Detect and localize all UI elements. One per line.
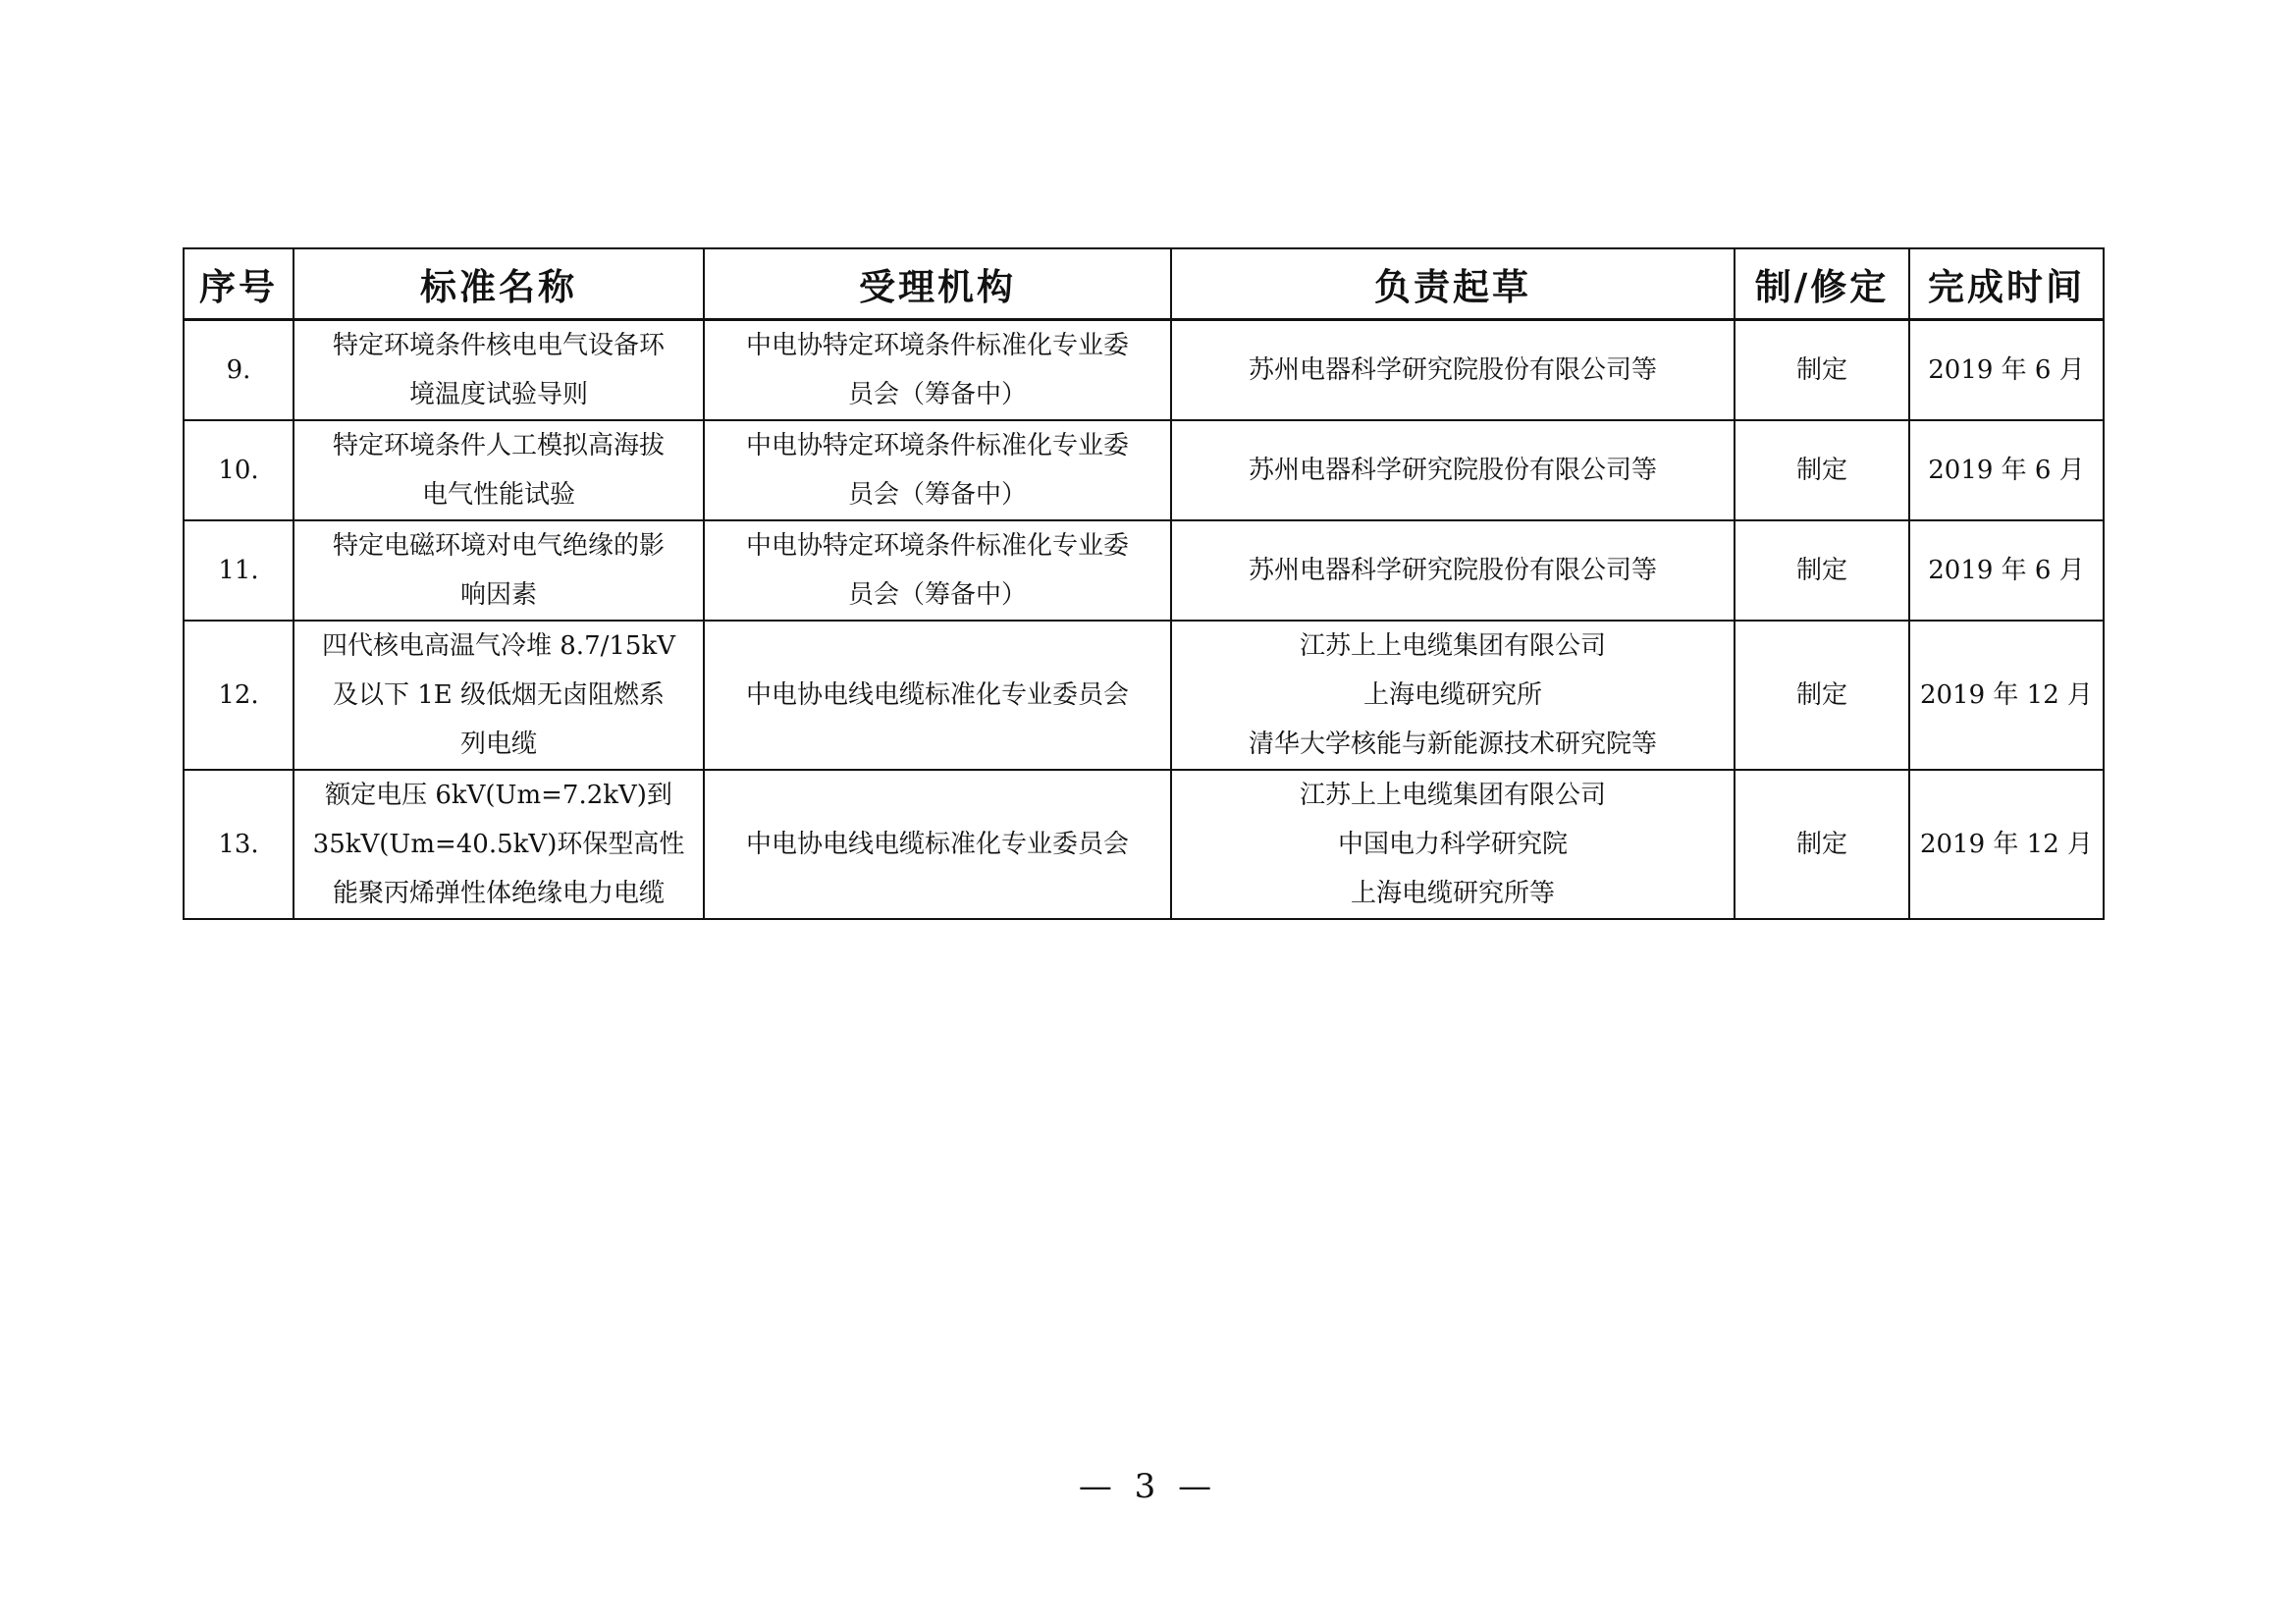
drafter-cell (1171, 320, 1735, 421)
organization-line: 中电协特定环境条件标准化专业委 (745, 331, 1129, 360)
header-completion-date: 完成时间 (1909, 248, 2104, 320)
drafter-cell (1171, 520, 1735, 621)
serial-number-cell: 10. (184, 420, 294, 520)
header-serial-number: 序号 (184, 248, 294, 320)
standards-table (183, 247, 2105, 920)
table-header (184, 248, 2104, 320)
header-drafting-unit: 负责起草 (1171, 248, 1735, 320)
drafter-line: 上海电缆研究所等 (1350, 879, 1555, 908)
table-body (184, 320, 2104, 920)
completion-date-cell: 2019 年 6 月 (1909, 420, 2104, 520)
organization-line: 中电协特定环境条件标准化专业委 (745, 531, 1129, 561)
standard-name-line: 境温度试验导则 (408, 380, 588, 409)
drafter-cell (1171, 770, 1735, 919)
header-revision-type: 制/修定 (1735, 248, 1909, 320)
organization-cell (704, 520, 1171, 621)
standard-name-line: 及以下 1E 级低烟无卤阻燃系 (332, 680, 666, 710)
table-row (184, 320, 2104, 421)
organization-line: 员会（筹备中） (847, 380, 1027, 409)
drafter-line: 苏州电器科学研究院股份有限公司等 (1248, 556, 1657, 585)
revision-type-cell: 制定 (1735, 420, 1909, 520)
revision-type-cell: 制定 (1735, 621, 1909, 770)
drafter-line: 苏州电器科学研究院股份有限公司等 (1248, 355, 1657, 385)
revision-type-cell: 制定 (1735, 770, 1909, 919)
standard-name-line: 特定环境条件核电电气设备环 (332, 331, 665, 360)
standard-name-line: 特定环境条件人工模拟高海拔 (332, 431, 665, 460)
standard-name-line: 额定电压 6kV(Um=7.2kV)到 (325, 781, 672, 810)
organization-line: 中电协特定环境条件标准化专业委 (745, 431, 1129, 460)
completion-date-cell: 2019 年 12 月 (1909, 770, 2104, 919)
standard-name-line: 能聚丙烯弹性体绝缘电力电缆 (332, 879, 665, 908)
drafter-line: 苏州电器科学研究院股份有限公司等 (1248, 456, 1657, 485)
organization-cell (704, 770, 1171, 919)
standard-name-cell (294, 420, 704, 520)
completion-date-cell: 2019 年 6 月 (1909, 320, 2104, 421)
revision-type-cell: 制定 (1735, 320, 1909, 421)
header-accepting-organization: 受理机构 (704, 248, 1171, 320)
standard-name-cell (294, 621, 704, 770)
drafter-line: 江苏上上电缆集团有限公司 (1299, 631, 1606, 661)
header-standard-name: 标准名称 (294, 248, 704, 320)
serial-number-cell: 13. (184, 770, 294, 919)
table-row (184, 520, 2104, 621)
standard-name-line: 响因素 (459, 580, 537, 610)
drafter-line: 上海电缆研究所 (1362, 680, 1542, 710)
standard-name-cell (294, 770, 704, 919)
standard-name-line: 电气性能试验 (421, 480, 575, 510)
drafter-cell (1171, 420, 1735, 520)
serial-number-cell: 9. (184, 320, 294, 421)
organization-cell (704, 320, 1171, 421)
standard-name-line: 35kV(Um=40.5kV)环保型高性 (312, 830, 685, 859)
completion-date-cell: 2019 年 12 月 (1909, 621, 2104, 770)
drafter-line: 中国电力科学研究院 (1337, 830, 1568, 859)
standard-name-cell (294, 320, 704, 421)
standard-name-line: 特定电磁环境对电气绝缘的影 (332, 531, 665, 561)
standard-name-line: 四代核电高温气冷堆 8.7/15kV (322, 631, 675, 661)
drafter-line: 清华大学核能与新能源技术研究院等 (1248, 730, 1657, 759)
organization-line: 员会（筹备中） (847, 580, 1027, 610)
drafter-cell (1171, 621, 1735, 770)
organization-line: 员会（筹备中） (847, 480, 1027, 510)
organization-cell (704, 621, 1171, 770)
organization-cell (704, 420, 1171, 520)
organization-line: 中电协电线电缆标准化专业委员会 (745, 680, 1129, 710)
table-row (184, 420, 2104, 520)
header-row (184, 248, 2104, 320)
completion-date-cell: 2019 年 6 月 (1909, 520, 2104, 621)
page-number: — 3 — (1078, 1467, 1218, 1506)
drafter-line: 江苏上上电缆集团有限公司 (1299, 781, 1606, 810)
serial-number-cell: 12. (184, 621, 294, 770)
revision-type-cell: 制定 (1735, 520, 1909, 621)
standard-name-line: 列电缆 (459, 730, 537, 759)
table-row (184, 621, 2104, 770)
standard-name-cell (294, 520, 704, 621)
table-row (184, 770, 2104, 919)
organization-line: 中电协电线电缆标准化专业委员会 (745, 830, 1129, 859)
serial-number-cell: 11. (184, 520, 294, 621)
